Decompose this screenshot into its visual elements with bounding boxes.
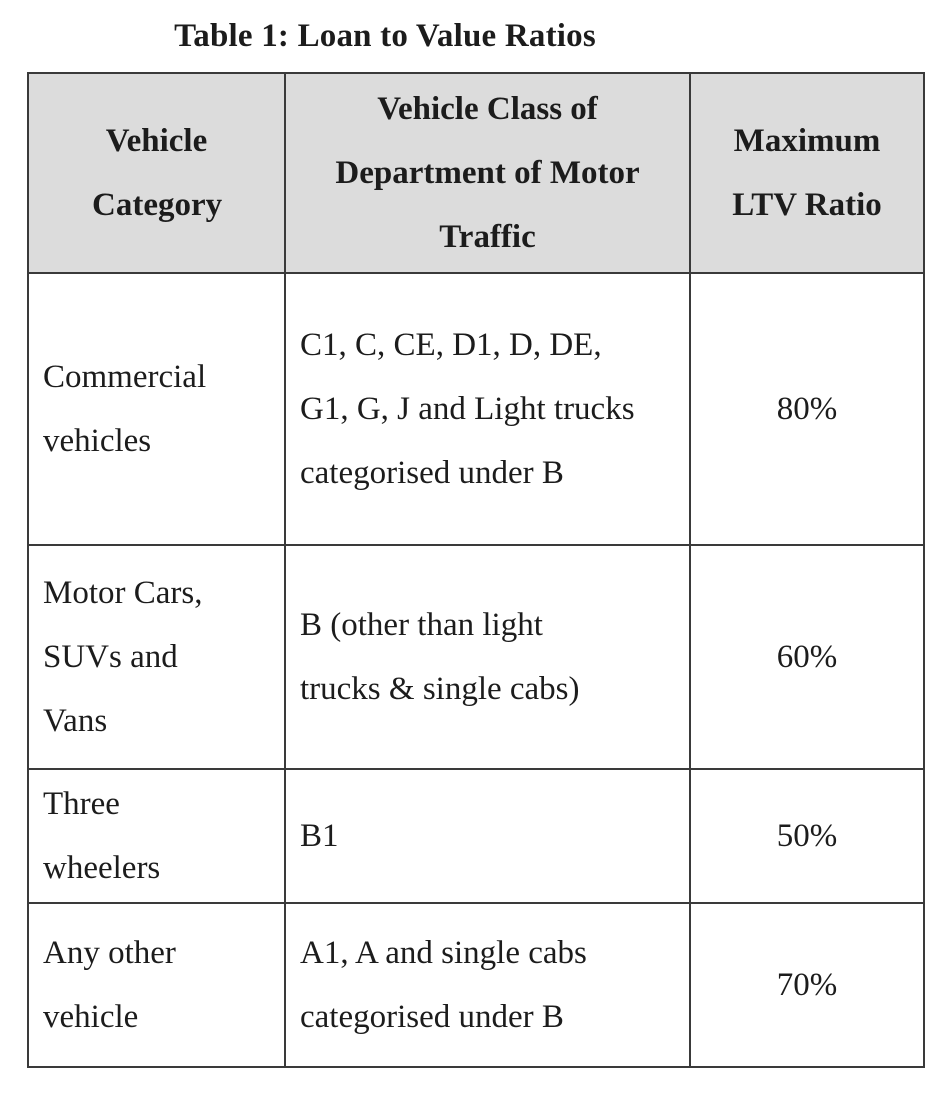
header-vehicle-category: Vehicle Category <box>28 73 285 273</box>
cell-category: Three wheelers <box>28 769 285 903</box>
cell-vehicle-class: A1, A and single cabs categorised under B <box>285 903 690 1067</box>
ltv-table <box>27 72 925 1068</box>
cell-vehicle-class: C1, C, CE, D1, D, DE, G1, G, J and Light trucks categorised under B <box>285 273 690 545</box>
cell-vehicle-class: B (other than light trucks & single cabs) <box>285 545 690 769</box>
cell-ltv: 50% <box>690 769 924 903</box>
cell-ltv: 60% <box>690 545 924 769</box>
cell-category: Motor Cars, SUVs and Vans <box>28 545 285 769</box>
cell-ltv: 70% <box>690 903 924 1067</box>
header-row <box>28 73 924 273</box>
table-row <box>28 769 924 903</box>
table-caption: Table 1: Loan to Value Ratios <box>174 18 596 54</box>
table-row <box>28 545 924 769</box>
cell-category: Any other vehicle <box>28 903 285 1067</box>
cell-category: Commercial vehicles <box>28 273 285 545</box>
table-row <box>28 903 924 1067</box>
header-max-ltv: Maximum LTV Ratio <box>690 73 924 273</box>
cell-ltv: 80% <box>690 273 924 545</box>
header-vehicle-class: Vehicle Class of Department of Motor Traffic <box>285 73 690 273</box>
table-row <box>28 273 924 545</box>
cell-vehicle-class: B1 <box>285 769 690 903</box>
